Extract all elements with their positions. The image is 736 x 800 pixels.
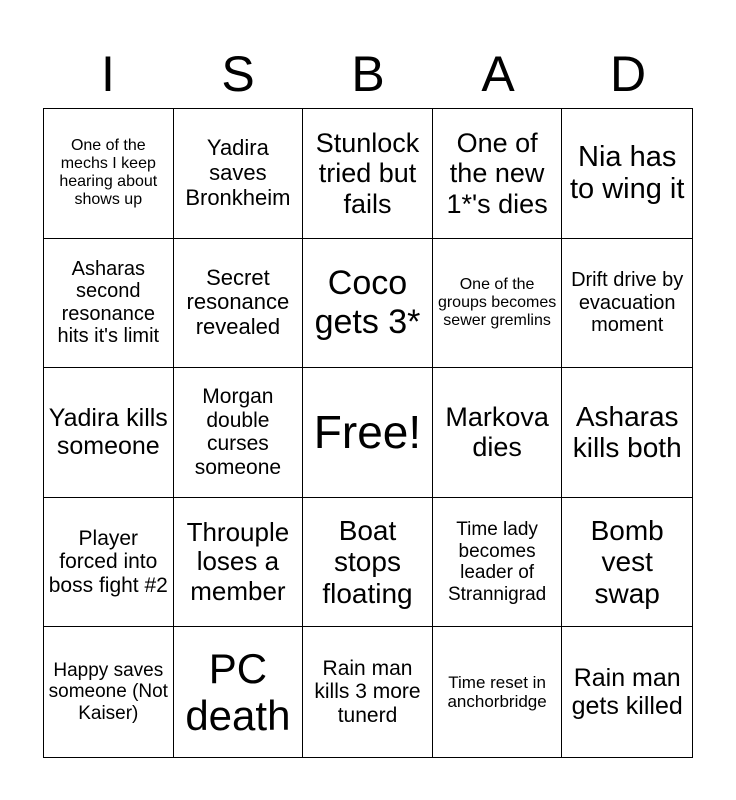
bingo-board <box>43 108 693 758</box>
bingo-cell-r1c1[interactable] <box>44 109 174 239</box>
bingo-cell-r5c4[interactable] <box>433 627 563 757</box>
bingo-cell-r2c2[interactable] <box>174 239 304 369</box>
bingo-cell-r1c2[interactable] <box>174 109 304 239</box>
cell-text: Throuple loses a member <box>186 517 290 606</box>
cell-text: Player forced into boss fight #2 <box>48 526 168 597</box>
cell-text: One of the groups becomes sewer gremlins <box>437 275 557 329</box>
cell-text: Nia has to wing it <box>569 140 685 206</box>
bingo-cell-r5c2[interactable] <box>174 627 304 757</box>
bingo-cell-r3c1[interactable] <box>44 368 174 498</box>
bingo-cell-r4c1[interactable] <box>44 498 174 628</box>
cell-text: Stunlock tried but fails <box>315 127 420 219</box>
cell-text: Happy saves someone (Not Kaiser) <box>48 659 168 724</box>
cell-text: Asharas kills both <box>572 400 682 464</box>
bingo-cell-r2c4[interactable] <box>433 239 563 369</box>
cell-text: Bomb vest swap <box>590 514 664 609</box>
cell-text: Time reset in anchorbridge <box>447 672 547 712</box>
cell-text: Yadira saves Bronkheim <box>185 135 291 210</box>
cell-text: Drift drive by evacuation moment <box>571 269 684 337</box>
bingo-cell-r5c1[interactable] <box>44 627 174 757</box>
cell-text: Morgan double curses someone <box>194 385 282 480</box>
cell-text: PC death <box>185 644 291 740</box>
bingo-cell-r5c3[interactable] <box>303 627 433 757</box>
header-letter-s: S <box>221 46 255 102</box>
cell-text: Markova dies <box>445 401 549 463</box>
bingo-cell-r2c3[interactable] <box>303 239 433 369</box>
bingo-cell-r4c2[interactable] <box>174 498 304 628</box>
header-letter-a: A <box>481 46 515 102</box>
bingo-header <box>43 40 693 108</box>
cell-text: One of the mechs I keep hearing about shows up <box>59 137 158 209</box>
bingo-cell-r1c5[interactable] <box>562 109 692 239</box>
cell-text: Secret resonance revealed <box>186 264 290 340</box>
bingo-cell-r1c4[interactable] <box>433 109 563 239</box>
bingo-cell-r4c4[interactable] <box>433 498 563 628</box>
header-letter-d: D <box>609 46 647 102</box>
bingo-cell-r1c3[interactable] <box>303 109 433 239</box>
bingo-cell-r2c1[interactable] <box>44 239 174 369</box>
cell-text: Time lady becomes leader of Strannigrad <box>447 519 547 605</box>
bingo-cell-r3c5[interactable] <box>562 368 692 498</box>
bingo-cell-r4c3[interactable] <box>303 498 433 628</box>
cell-text: Rain man gets killed <box>571 663 683 721</box>
bingo-cell-r3c2[interactable] <box>174 368 304 498</box>
cell-text: Asharas second resonance hits it's limit <box>57 257 160 348</box>
bingo-cell-free[interactable] <box>303 368 433 498</box>
cell-text: Coco gets 3* <box>314 264 421 341</box>
cell-text: One of the new 1*'s dies <box>446 127 548 219</box>
cell-text: Rain man kills 3 more tunerd <box>314 656 421 728</box>
bingo-cell-r5c5[interactable] <box>562 627 692 757</box>
cell-text: Free! <box>313 405 422 458</box>
header-letter-i: I <box>101 46 115 102</box>
bingo-cell-r2c5[interactable] <box>562 239 692 369</box>
bingo-cell-r4c5[interactable] <box>562 498 692 628</box>
cell-text: Boat stops floating <box>322 514 413 609</box>
cell-text: Yadira kills someone <box>48 404 168 461</box>
header-letter-b: B <box>351 46 385 102</box>
bingo-cell-r3c4[interactable] <box>433 368 563 498</box>
